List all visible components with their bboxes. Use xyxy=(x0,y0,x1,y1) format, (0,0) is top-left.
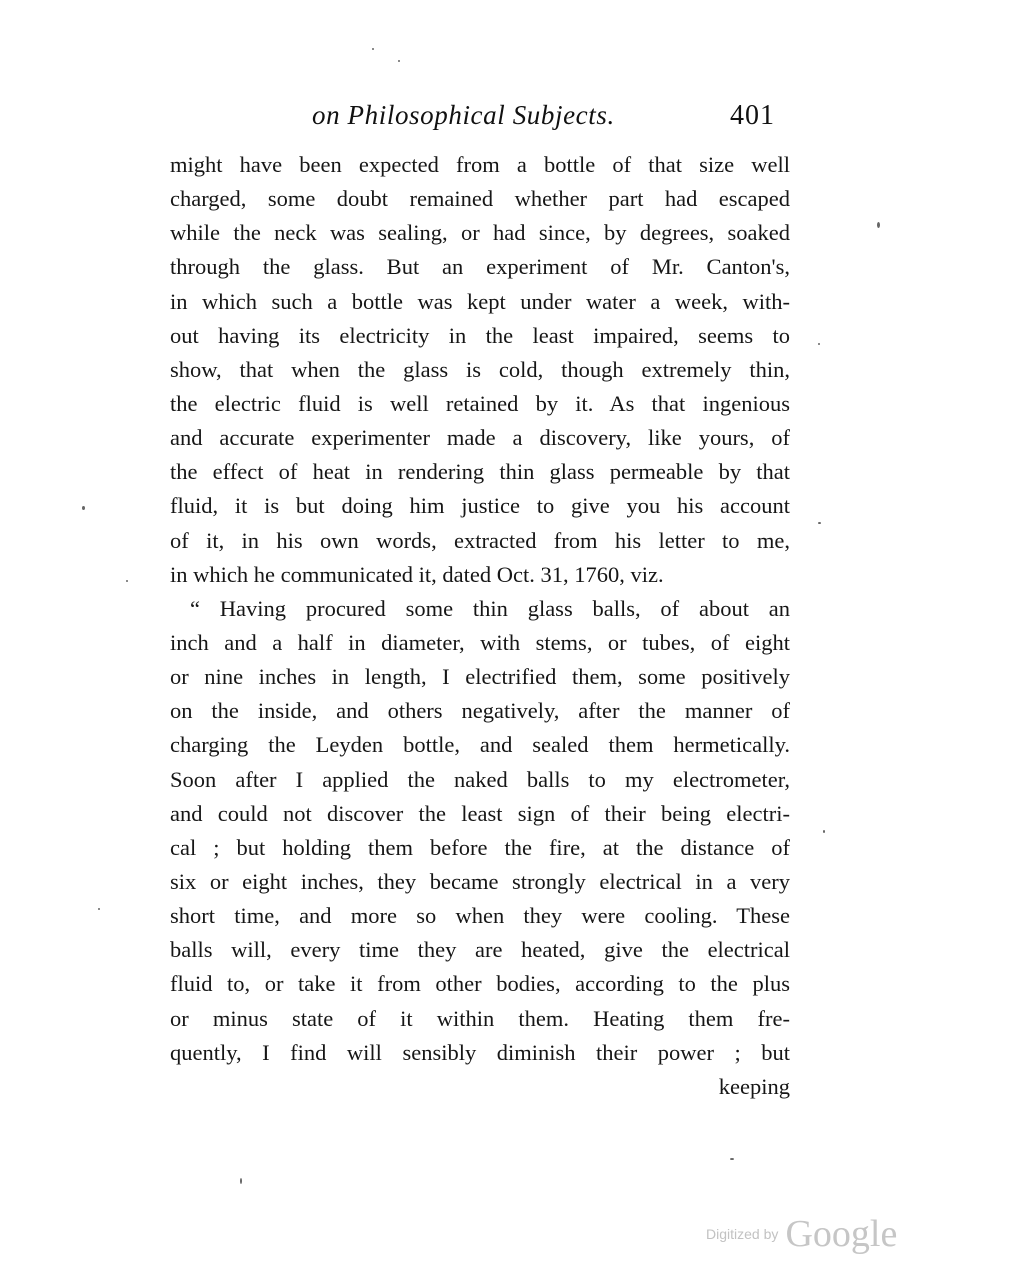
scan-speck xyxy=(240,1178,242,1184)
scan-speck xyxy=(82,506,85,510)
text-line: in which he communicated it, dated Oct. 31, 1760, viz. xyxy=(170,561,664,587)
text-line: while the neck was sealing, or had since, by degrees, soaked xyxy=(170,220,790,246)
text-line: show, that when the glass is cold, though extremely thin, xyxy=(170,356,790,382)
scan-speck xyxy=(823,830,825,833)
text-line: through the glass. But an experiment of Mr. Canton's, xyxy=(170,254,790,280)
scan-speck xyxy=(372,48,374,50)
scan-speck xyxy=(398,60,400,62)
text-line: quently, I find will sensibly diminish their power ; but xyxy=(170,1039,790,1065)
scan-speck xyxy=(818,343,820,345)
body-text xyxy=(170,148,790,1104)
text-line: and could not discover the least sign of their being electri- xyxy=(170,800,790,826)
text-line: on the inside, and others negatively, after the manner of xyxy=(170,698,790,724)
scan-speck xyxy=(126,580,128,582)
text-line: balls will, every time they are heated, give the electrical xyxy=(170,937,790,963)
google-logo: Google xyxy=(785,1213,898,1255)
text-line: or minus state of it within them. Heating them fre- xyxy=(170,1005,790,1031)
text-line: out having its electricity in the least impaired, seems to xyxy=(170,322,790,348)
text-line: the electric fluid is well retained by it. As that ingenious xyxy=(170,390,790,416)
text-line: in which such a bottle was kept under water a week, with- xyxy=(170,288,790,314)
text-line: fluid, it is but doing him justice to give you his account xyxy=(170,493,790,519)
text-line: the effect of heat in rendering thin glass permeable by that xyxy=(170,459,790,485)
quote-start-line: “ Having procured some thin glass balls, of about an xyxy=(190,595,790,621)
scan-speck xyxy=(877,222,880,228)
scan-speck xyxy=(98,908,100,910)
text-line: cal ; but holding them before the fire, at the distance of xyxy=(170,834,790,860)
text-line: fluid to, or take it from other bodies, according to the plus xyxy=(170,971,790,997)
text-line: short time, and more so when they were cooling. These xyxy=(170,903,790,929)
text-line: inch and a half in diameter, with stems, or tubes, of eight xyxy=(170,629,790,655)
digitized-by-google-watermark xyxy=(706,1212,897,1256)
text-line: six or eight inches, they became strongly electrical in a very xyxy=(170,868,790,894)
catchword: keeping xyxy=(718,1073,790,1099)
text-line: of it, in his own words, extracted from his letter to me, xyxy=(170,527,790,553)
text-line: or nine inches in length, I electrified them, some positively xyxy=(170,664,790,690)
text-line: might have been expected from a bottle of that size well xyxy=(170,152,790,177)
scan-speck xyxy=(730,1158,734,1160)
scan-speck xyxy=(818,522,821,524)
watermark-prefix: Digitized by xyxy=(706,1226,779,1242)
text-line: and accurate experimenter made a discovery, like yours, of xyxy=(170,425,790,451)
running-title: on Philosophical Subjects. xyxy=(312,100,615,130)
text-line: charged, some doubt remained whether part had escaped xyxy=(170,186,790,212)
text-line: charging the Leyden bottle, and sealed them hermetically. xyxy=(170,732,790,758)
text-line: Soon after I applied the naked balls to my electrometer, xyxy=(170,766,790,792)
page-number: 401 xyxy=(730,100,775,131)
